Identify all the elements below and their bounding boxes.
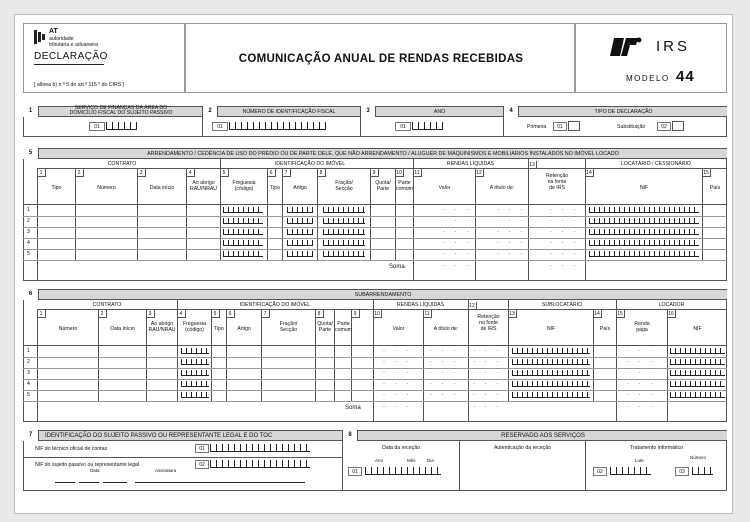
- data-day-line[interactable]: [55, 482, 75, 483]
- a-titulo-input[interactable]: · · ·: [497, 218, 527, 224]
- at-line2: autoridade: [49, 36, 74, 42]
- artigo-input[interactable]: [287, 229, 313, 235]
- s6-colnum: 16: [667, 310, 676, 318]
- s6-col-quota-b: Parte: [318, 327, 332, 333]
- s5-vline: [702, 168, 703, 260]
- autenticacao-label: Autenticação da receção: [493, 445, 552, 451]
- s6-colnum: 3: [146, 310, 155, 318]
- valor-input[interactable]: · · ·: [443, 229, 473, 235]
- s5-col-data-inicio: Data início: [149, 185, 175, 191]
- s5-col-artigo: Artigo: [293, 185, 307, 191]
- s6-colnum: 1: [37, 310, 46, 318]
- freguesia-input[interactable]: [223, 218, 263, 224]
- section5-title: ARRENDAMENTO / CEDÊNCIA DE USO DO PRÉDIO OU DE PARTE DELE, QUE NÃO ARRENDAMENTO / ALUGUER DE MAQUINISMOS E MOBILIÁRIOS INSTALADOS NO IMÓVEL LOCADO: [147, 151, 619, 157]
- s6-colnum: 8: [315, 310, 324, 318]
- nif-sublocatario-input[interactable]: [512, 381, 590, 387]
- valor-input[interactable]: · · ·: [443, 218, 473, 224]
- freguesia-input[interactable]: [223, 240, 263, 246]
- alinea-text: [ alínea b) n.º 5 do art.º 115.º do CIRS ]: [34, 82, 125, 88]
- retencao-input[interactable]: · · ·: [550, 229, 580, 235]
- s6-vline: [373, 300, 374, 422]
- numero-input[interactable]: [692, 467, 713, 475]
- section8-number: 8: [342, 430, 358, 441]
- freguesia-input[interactable]: [181, 381, 209, 387]
- s1-number: 1: [23, 106, 39, 117]
- artigo-input[interactable]: [287, 218, 313, 224]
- a-titulo-input[interactable]: · · ·: [497, 207, 527, 213]
- renda-input[interactable]: · · ·: [627, 370, 657, 376]
- assinatura-label: Assinatura: [155, 468, 177, 473]
- title-box: [185, 23, 575, 93]
- a-titulo-input[interactable]: · · ·: [497, 251, 527, 257]
- row-line: [23, 238, 727, 239]
- modelo-number: 44: [676, 68, 695, 85]
- s5-vline: [267, 168, 268, 260]
- mes-label: Mês: [407, 458, 416, 463]
- s2-code: 01: [212, 122, 228, 131]
- row-line: [23, 368, 727, 369]
- s8-code01: 01: [348, 467, 362, 476]
- substituicao-code: 02: [657, 122, 671, 131]
- s6-vline: [211, 309, 212, 401]
- s6-colnum: 15: [616, 310, 625, 318]
- s6-col-fracao: Fração/: [279, 321, 298, 327]
- s5-colnum: 6: [267, 169, 276, 177]
- s6-vline: [334, 309, 335, 401]
- s6-col-artigo: Artigo: [237, 326, 251, 332]
- s5-colnum: 14: [585, 169, 594, 177]
- s6-col-numero: Número: [58, 326, 78, 332]
- row-line: [23, 227, 727, 228]
- s6-group-contrato: CONTRATO: [92, 302, 122, 308]
- retencao-input[interactable]: · · ·: [550, 218, 580, 224]
- s1-code: 01: [89, 122, 105, 131]
- row-number: 2: [27, 359, 30, 365]
- fracao-input[interactable]: [323, 251, 365, 257]
- nif-locador-input[interactable]: [670, 359, 725, 365]
- s5-colnum: 11: [413, 169, 422, 177]
- row1-div3: [503, 117, 504, 137]
- page-title: COMUNICAÇÃO ANUAL DE RENDAS RECEBIDAS: [238, 53, 524, 65]
- data-month-line[interactable]: [79, 482, 99, 483]
- s6-vline: [616, 300, 617, 422]
- nif-sublocatario-input[interactable]: [512, 348, 590, 354]
- s5-col-tipo2: Tipo: [270, 185, 280, 191]
- lote-label: Lote: [635, 458, 644, 463]
- declaracao-label: DECLARAÇÃO: [34, 51, 108, 62]
- nif-sp-label: NIF do sujeito passivo ou representante legal: [35, 462, 140, 468]
- fracao-input[interactable]: [323, 218, 365, 224]
- s6-colnum: 12: [468, 302, 477, 310]
- modelo-box: [575, 23, 727, 93]
- nif-toc-code: 01: [195, 444, 209, 453]
- row-number: 5: [27, 392, 30, 398]
- s6-col-renda-b: paga: [636, 327, 648, 333]
- s6-colnum: 11: [423, 310, 432, 318]
- freguesia-input[interactable]: [181, 359, 209, 365]
- s5-group-locatario: LOCATÁRIO / CESSIONÁRIO: [621, 161, 691, 167]
- s5-group-rendas: RENDAS LÍQUIDAS: [446, 161, 495, 167]
- nif-locatario-input[interactable]: [589, 207, 699, 213]
- row-line: [23, 379, 727, 380]
- s5-col-pais: País: [709, 185, 721, 191]
- section7-title: IDENTIFICAÇÃO DO SUJEITO PASSIVO OU REPRESENTANTE LEGAL E DO TOC: [45, 433, 273, 439]
- s6-col-parte-b: comum: [335, 327, 353, 333]
- s5-vline: [75, 168, 76, 260]
- s1-label-a: SERVIÇO DE FINANÇAS DA ÁREA DO: [74, 105, 168, 111]
- s6-col-valor: Valor: [392, 326, 405, 332]
- s5-colnum: 8: [317, 169, 326, 177]
- modelo-label: MODELO: [626, 74, 670, 83]
- row-line: [23, 357, 727, 358]
- s6-colnum: 7: [261, 310, 270, 318]
- freguesia-input[interactable]: [223, 207, 263, 213]
- soma-input[interactable]: · · ·: [550, 263, 580, 269]
- s5-col-retencao-c: de IRS: [549, 185, 565, 191]
- s5-col-retencao-b: na fonte: [547, 179, 567, 185]
- s5-colnum: 10: [395, 169, 404, 177]
- s5-col-retencao: Retenção: [545, 173, 569, 179]
- row-number: 5: [27, 251, 30, 257]
- a-titulo-input[interactable]: · · ·: [497, 240, 527, 246]
- artigo-input[interactable]: [287, 207, 313, 213]
- s6-colnum: 4: [177, 310, 186, 318]
- freguesia-input[interactable]: [181, 348, 209, 354]
- declaracao-box: [23, 23, 185, 93]
- form-sheet: [14, 14, 733, 514]
- s6-soma-label: Soma: [345, 405, 361, 411]
- row-line: [23, 260, 727, 261]
- s5-colnum: 5: [220, 169, 229, 177]
- nif-locador-input[interactable]: [670, 348, 725, 354]
- s5-col-nif: NIF: [639, 185, 649, 191]
- row1-div2: [360, 117, 361, 137]
- primeira-label: Primeira: [527, 124, 547, 130]
- s5-vline: [413, 159, 414, 281]
- s6-col-data-inicio: Data início: [110, 326, 135, 332]
- valor-input[interactable]: · · ·: [443, 251, 473, 257]
- s5-colnum: 9: [370, 169, 379, 177]
- a-titulo-input[interactable]: · · ·: [430, 370, 460, 376]
- valor-input[interactable]: · · ·: [443, 207, 473, 213]
- s1-input[interactable]: [106, 122, 137, 130]
- s6-colnum: 2: [98, 310, 107, 318]
- s5-col-freguesia-b: (código): [234, 186, 254, 192]
- s4-label: TIPO DE DECLARAÇÃO: [594, 109, 653, 115]
- s8-code03: 03: [675, 467, 689, 476]
- nif-toc-label: NIF do técnico oficial de contas: [35, 446, 108, 452]
- rececao-date-input[interactable]: [365, 467, 441, 475]
- primeira-checkbox[interactable]: [568, 121, 580, 131]
- nif-toc-input[interactable]: [210, 444, 310, 452]
- s5-vline: [282, 168, 283, 260]
- s6-col-ao-abrigo: Ao abrigo: [150, 321, 174, 327]
- retencao-input[interactable]: · · ·: [473, 381, 503, 387]
- s5-col-parte: Parte: [398, 180, 411, 186]
- s6-vline: [98, 309, 99, 401]
- fracao-input[interactable]: [323, 240, 365, 246]
- s6-col-renda: Renda: [634, 321, 650, 327]
- ano-input[interactable]: [412, 122, 443, 130]
- s6-col-freguesia-b: (código): [185, 327, 204, 333]
- s3-code: 01: [395, 122, 411, 131]
- nif-sublocatario-input[interactable]: [512, 392, 590, 398]
- s5-col-a-titulo: A título de:: [489, 185, 515, 191]
- data-label: Data: [90, 468, 100, 473]
- retencao-input[interactable]: · · ·: [473, 370, 503, 376]
- s6-col-quota: Quota/: [317, 321, 333, 327]
- at-title: AT: [49, 28, 58, 35]
- soma-input[interactable]: · · ·: [627, 404, 657, 410]
- primeira-code: 01: [553, 122, 567, 131]
- valor-input[interactable]: · · ·: [383, 359, 413, 365]
- section8-title: RESERVADO AOS SERVIÇOS: [501, 433, 585, 439]
- s6-col-tipo: Tipo: [214, 326, 224, 332]
- s5-vline: [585, 159, 586, 281]
- s5-col-numero: Número: [97, 185, 116, 191]
- s6-colnum: 13: [508, 310, 517, 318]
- nif-sp-input[interactable]: [210, 460, 310, 468]
- s4-number: 4: [503, 106, 519, 117]
- soma-input[interactable]: · · ·: [443, 263, 473, 269]
- a-titulo-input[interactable]: · · ·: [497, 229, 527, 235]
- row-number: 1: [27, 348, 30, 354]
- valor-input[interactable]: · · ·: [443, 240, 473, 246]
- s5-colnum: 7: [282, 169, 291, 177]
- s6-colnum: 10: [373, 310, 382, 318]
- s6-colnum: 9: [351, 310, 360, 318]
- nif-locador-input[interactable]: [670, 370, 725, 376]
- row-number: 4: [27, 381, 30, 387]
- s5-col-valor: Valor: [438, 185, 451, 191]
- section6-table: [23, 300, 727, 422]
- s5-head-line: [23, 204, 727, 205]
- row-line: [23, 249, 727, 250]
- a-titulo-input[interactable]: · · ·: [430, 348, 460, 354]
- fracao-input[interactable]: [323, 207, 365, 213]
- nif-locatario-input[interactable]: [589, 251, 699, 257]
- section6-title: SUBARRENDAMENTO: [354, 292, 412, 298]
- data-rececao-label: Data da receção: [381, 445, 421, 451]
- s2-number: 2: [202, 106, 218, 117]
- s6-col-freguesia: Freguesia: [182, 321, 207, 327]
- numero-label: Número: [690, 455, 707, 460]
- s6-group-rendas: RENDAS LÍQUIDAS: [396, 302, 445, 308]
- row-line: [23, 216, 727, 217]
- section7-number: 7: [23, 430, 39, 441]
- nif-locatario-input[interactable]: [589, 240, 699, 246]
- s5-col-quota: Quota/: [375, 180, 391, 186]
- s6-col-nif2: NIF: [693, 326, 702, 332]
- s6-group-identificacao: IDENTIFICAÇÃO DO IMÓVEL: [239, 302, 311, 308]
- row1-div1: [202, 117, 203, 137]
- s6-group-sublocatario: SUBLOCATÁRIO: [541, 302, 583, 308]
- valor-input[interactable]: · · ·: [383, 381, 413, 387]
- retencao-input[interactable]: · · ·: [550, 240, 580, 246]
- nif-locatario-input[interactable]: [589, 229, 699, 235]
- freguesia-input[interactable]: [223, 251, 263, 257]
- freguesia-input[interactable]: [181, 370, 209, 376]
- s6-vline: [226, 309, 227, 401]
- s5-col-quota-b: Parte: [376, 186, 390, 192]
- s5-colnum: 3: [137, 169, 146, 177]
- freguesia-input[interactable]: [223, 229, 263, 235]
- s5-soma-label: Soma: [389, 264, 405, 270]
- nif-sp-code: 02: [195, 460, 209, 469]
- s5-col-fracao: Fração/: [335, 180, 353, 186]
- s6-col-pais: País: [599, 326, 611, 332]
- s6-col-retencao: Retenção: [477, 314, 500, 320]
- nif-sublocatario-input[interactable]: [512, 359, 590, 365]
- at-logo-icon: [34, 30, 46, 44]
- nif-locador-input[interactable]: [670, 392, 725, 398]
- s6-colnum: 5: [211, 310, 220, 318]
- valor-input[interactable]: · · ·: [383, 392, 413, 398]
- s6-vline: [177, 300, 178, 401]
- renda-input[interactable]: · · ·: [627, 381, 657, 387]
- valor-input[interactable]: · · ·: [383, 348, 413, 354]
- irs-logo-icon: [610, 36, 642, 58]
- s5-vline: [137, 168, 138, 260]
- nif-input[interactable]: [229, 122, 326, 130]
- s5-col-ao-abrigo-b: RAU/NRAU: [189, 186, 218, 192]
- nif-sublocatario-input[interactable]: [512, 370, 590, 376]
- a-titulo-input[interactable]: · · ·: [430, 381, 460, 387]
- row-number: 3: [27, 370, 30, 376]
- nif-locador-input[interactable]: [670, 381, 725, 387]
- fracao-input[interactable]: [323, 229, 365, 235]
- a-titulo-input[interactable]: · · ·: [430, 392, 460, 398]
- artigo-input[interactable]: [287, 240, 313, 246]
- irs-label: IRS: [656, 38, 691, 55]
- retencao-input[interactable]: · · ·: [550, 251, 580, 257]
- s5-colnum: 15: [702, 169, 711, 177]
- s5-group-identificacao: IDENTIFICAÇÃO DO IMÓVEL: [274, 161, 346, 167]
- assinatura-line[interactable]: [135, 482, 305, 483]
- s6-colnum: 6: [226, 310, 235, 318]
- s5-col-fracao-b: Secção: [335, 186, 353, 192]
- valor-input[interactable]: · · ·: [383, 370, 413, 376]
- s6-group-locador: LOCADOR: [658, 302, 685, 308]
- row-number: 4: [27, 240, 30, 246]
- tratamento-label: Tratamento informático: [629, 445, 684, 451]
- renda-input[interactable]: · · ·: [627, 359, 657, 365]
- s6-vline: [593, 309, 594, 401]
- s5-colnum: 12: [475, 169, 484, 177]
- lote-input[interactable]: [610, 467, 651, 475]
- s5-col-freguesia: Freguesia: [232, 180, 256, 186]
- dia-label: Dia: [427, 458, 434, 463]
- s6-col-a-titulo: A título de:: [433, 326, 459, 332]
- s5-colnum: 13: [528, 161, 537, 169]
- s6-col-nif: NIF: [546, 326, 556, 332]
- at-line3: tributária e aduaneira: [49, 42, 99, 48]
- s6-col-ao-abrigo-b: RAU/NRAU: [148, 327, 176, 333]
- s6-col-parte: Parte: [337, 321, 350, 327]
- s6-head-line: [23, 345, 727, 346]
- s5-col-tipo: Tipo: [51, 185, 62, 191]
- section6-number: 6: [23, 289, 39, 300]
- artigo-input[interactable]: [287, 251, 313, 257]
- substituicao-label: Substituição: [617, 124, 646, 130]
- soma-input[interactable]: · · ·: [473, 404, 503, 410]
- s5-colnum: 1: [37, 169, 46, 177]
- s3-number: 3: [360, 106, 376, 117]
- s6-col-fracao-b: Secção: [279, 327, 298, 333]
- s5-col-parte-b: comum: [396, 186, 414, 192]
- s5-vline: [220, 159, 221, 260]
- renda-input[interactable]: · · ·: [627, 392, 657, 398]
- row-line: [23, 390, 727, 391]
- s5-colnum: 4: [186, 169, 195, 177]
- row-number: 1: [27, 207, 30, 213]
- retencao-input[interactable]: · · ·: [473, 392, 503, 398]
- s2-label: NÚMERO DE IDENTIFICAÇÃO FISCAL: [242, 109, 336, 115]
- substituicao-checkbox[interactable]: [672, 121, 684, 131]
- s1-label-b: DOMICÍLIO FISCAL DO SUJEITO PASSIVO: [69, 110, 173, 116]
- s5-colnum: 2: [75, 169, 84, 177]
- declaracao-underline: [34, 64, 104, 65]
- retencao-input[interactable]: · · ·: [473, 359, 503, 365]
- s6-col-retencao-c: de IRS: [480, 326, 497, 332]
- s3-label: ANO: [433, 109, 446, 115]
- soma-input[interactable]: · · ·: [383, 404, 413, 410]
- retencao-input[interactable]: · · ·: [473, 348, 503, 354]
- ano-label: Ano: [375, 458, 384, 463]
- data-year-line[interactable]: [103, 482, 127, 483]
- s6-col-retencao-b: na fonte: [479, 320, 498, 326]
- s6-vline: [508, 300, 509, 401]
- row-number: 2: [27, 218, 30, 224]
- s5-group-contrato: CONTRATO: [107, 161, 137, 167]
- row-number: 3: [27, 229, 30, 235]
- renda-input[interactable]: · · ·: [627, 348, 657, 354]
- s6-colnum: 14: [593, 310, 602, 318]
- s5-col-ao-abrigo: Ao abrigo: [192, 180, 215, 186]
- row-line: [23, 401, 727, 402]
- retencao-input[interactable]: · · ·: [550, 207, 580, 213]
- a-titulo-input[interactable]: · · ·: [430, 359, 460, 365]
- s7-row-line: [23, 457, 342, 458]
- nif-locatario-input[interactable]: [589, 218, 699, 224]
- s8-code02: 02: [593, 467, 607, 476]
- freguesia-input[interactable]: [181, 392, 209, 398]
- section5-number: 5: [23, 148, 39, 159]
